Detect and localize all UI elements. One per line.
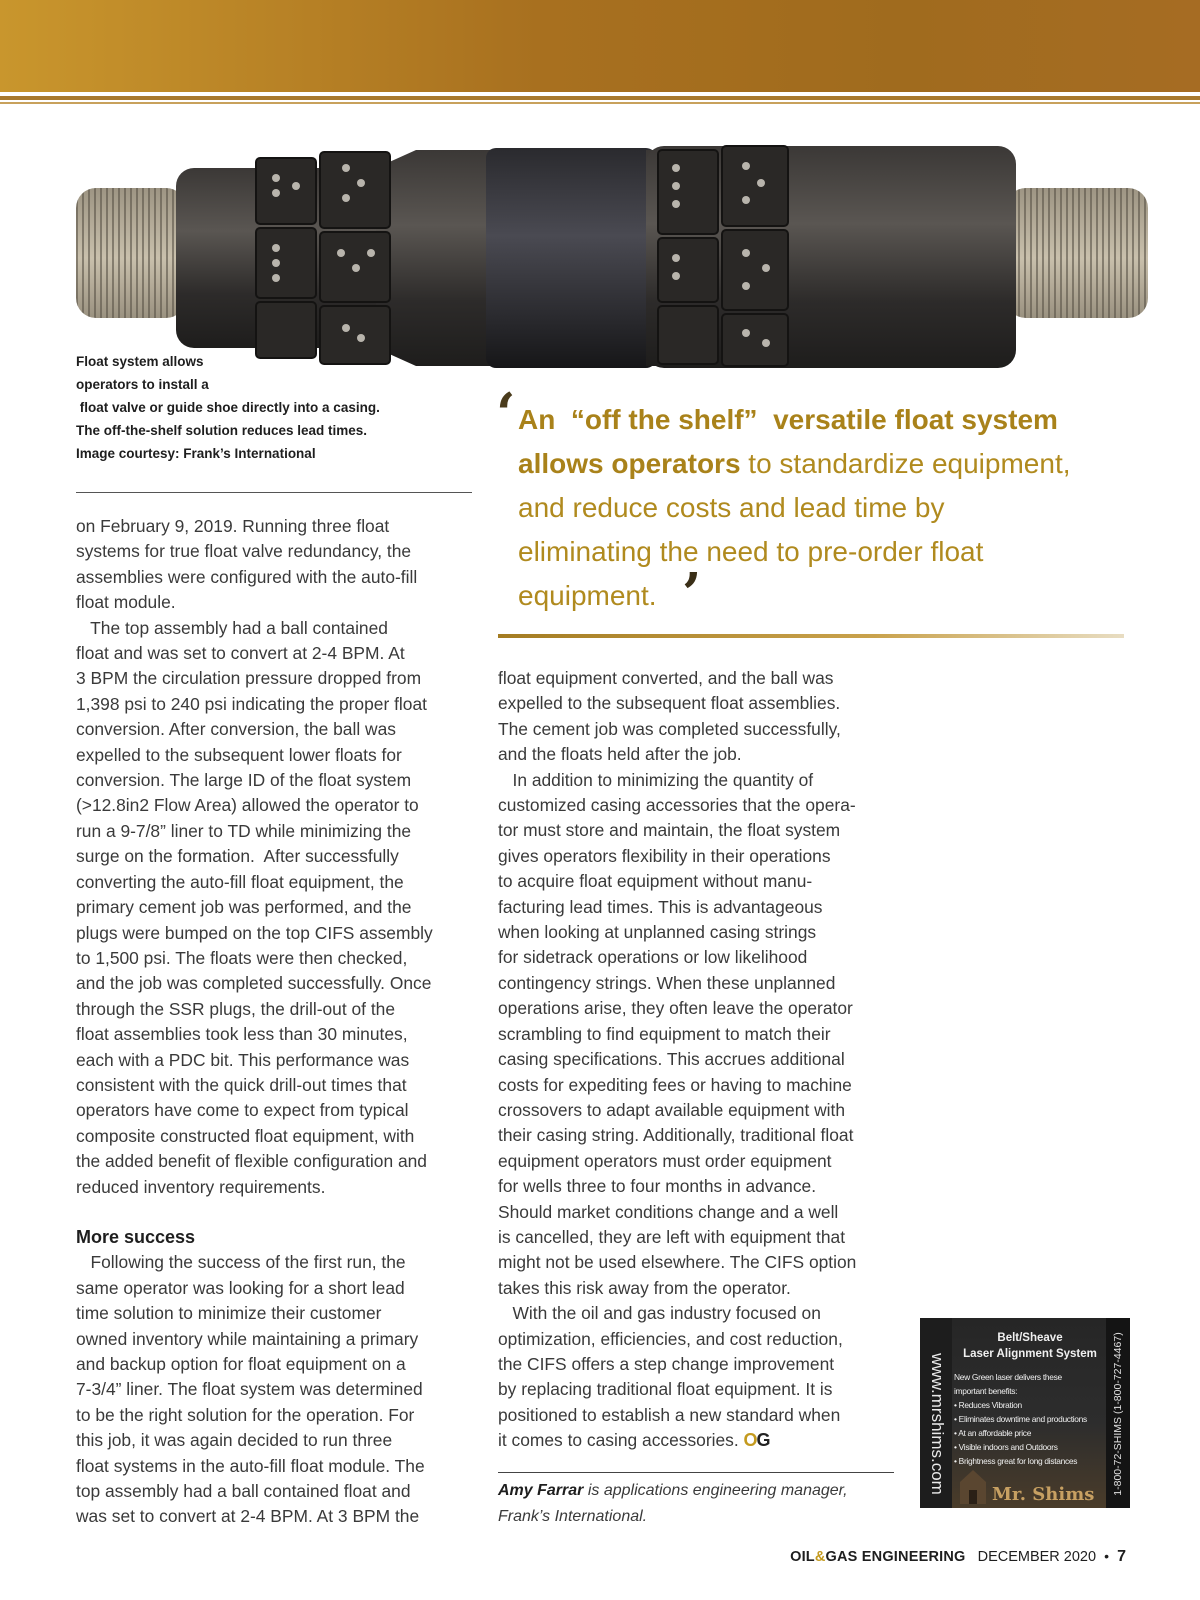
pull-quote-line: and reduce costs and lead time by <box>518 492 945 523</box>
caption-line: The off-the-shelf solution reduces lead times. <box>76 423 368 438</box>
text-line: to acquire float equipment without manu- <box>498 871 813 892</box>
text-line: float and was set to convert at 2-4 BPM. At <box>76 643 405 664</box>
paragraph <box>498 768 898 1302</box>
text-line: scrambling to find equipment to match their <box>498 1023 831 1044</box>
paragraph <box>498 1301 898 1453</box>
text-line: top assembly had a ball contained float and <box>76 1481 411 1502</box>
house-icon <box>958 1468 988 1504</box>
text-line: for sidetrack operations or low likelihood <box>498 947 808 968</box>
ad-phone[interactable]: 1-800-72-SHIMS (1-800-727-4467) <box>1112 1332 1124 1496</box>
text-line: to be the right solution for the operation. For <box>76 1404 415 1425</box>
ad-list-item: • At an affordable price <box>954 1428 1032 1438</box>
pull-quote-text: to standardize equipment, <box>740 448 1071 479</box>
caption-divider <box>76 492 472 493</box>
text-line: converting the auto-fill float equipment, the <box>76 871 404 892</box>
text-line: when looking at unplanned casing strings <box>498 922 817 943</box>
ad-benefits <box>954 1370 1110 1468</box>
text-line: and the job was completed successfully. Once <box>76 973 432 994</box>
author-bio <box>498 1478 898 1530</box>
text-line: operations arise, they often leave the operator <box>498 998 853 1019</box>
ad-list-item: important benefits: <box>954 1386 1018 1396</box>
header-rule-thin <box>0 102 1200 104</box>
text-line: facturing lead times. This is advantageous <box>498 896 823 917</box>
paragraph <box>498 666 898 768</box>
footer-bullet: • <box>1104 1548 1110 1564</box>
text-line: operators have come to expect from typical <box>76 1100 409 1121</box>
text-line: costs for expediting fees or having to machine <box>498 1074 852 1095</box>
text-line: Should market conditions change and a well <box>498 1201 839 1222</box>
text-line: float systems in the auto-fill float module. The <box>76 1455 425 1476</box>
text-line: plugs were bumped on the top CIFS assembly <box>76 922 433 943</box>
og-end-mark <box>744 1430 770 1450</box>
ad-list-item: • Eliminates downtime and productions <box>954 1414 1087 1424</box>
photo-caption <box>76 350 476 465</box>
text-line: to 1,500 psi. The floats were then checked, <box>76 947 408 968</box>
paragraph <box>76 616 476 1200</box>
text-line: positioned to establish a new standard when <box>498 1404 841 1425</box>
text-line: 3 BPM the circulation pressure dropped from <box>76 668 422 689</box>
issue-date: DECEMBER 2020 <box>977 1549 1097 1565</box>
text-line: expelled to the subsequent float assemblies. <box>498 693 841 714</box>
pull-quote-bold: allows operators <box>518 448 741 479</box>
ad-url-strip <box>920 1318 950 1508</box>
close-quote-mark: ’ <box>682 561 702 627</box>
pull-quote-rule <box>498 634 1124 638</box>
caption-line: float valve or guide shoe directly into a casing. <box>76 400 380 415</box>
text-line: With the oil and gas industry focused on <box>498 1303 821 1324</box>
ad-title-line: Laser Alignment System <box>963 1348 1097 1360</box>
magazine-name-b: GAS ENGINEERING <box>825 1549 966 1565</box>
page-number: 7 <box>1117 1548 1126 1565</box>
og-end-mark-g: G <box>756 1430 770 1451</box>
ad-title-line: Belt/Sheave <box>997 1332 1063 1344</box>
text-line: time solution to minimize their customer <box>76 1303 382 1324</box>
text-line: tor must store and maintain, the float system <box>498 820 841 841</box>
author-divider <box>498 1472 894 1473</box>
text-line: expelled to the subsequent lower floats for <box>76 744 402 765</box>
ad-title <box>952 1330 1108 1362</box>
text-line: owned inventory while maintaining a primary <box>76 1328 419 1349</box>
text-line: this job, it was again decided to run three <box>76 1430 393 1451</box>
pull-quote-bold: An “off the shelf” versatile float system <box>518 404 1058 435</box>
author-company: Frank’s International. <box>498 1508 648 1525</box>
text-line: is cancelled, they are left with equipment that <box>498 1226 846 1247</box>
pull-quote-line: equipment. <box>518 580 657 611</box>
text-span: it comes to casing accessories. <box>498 1430 744 1451</box>
open-quote-mark: ‘ <box>496 381 516 447</box>
ad-list-item: • Visible indoors and Outdoors <box>954 1442 1058 1452</box>
text-line: The cement job was completed successfully, <box>498 718 841 739</box>
text-line: and the floats held after the job. <box>498 744 742 765</box>
ad-url[interactable]: www.mrshims.com <box>928 1353 947 1495</box>
text-line: and backup option for float equipment on a <box>76 1354 406 1374</box>
text-line: on February 9, 2019. Running three float <box>76 516 390 536</box>
text-line: customized casing accessories that the opera- <box>498 795 856 816</box>
ad-brand: Mr. Shims <box>992 1484 1095 1505</box>
text-line <box>498 1428 898 1453</box>
text-line: run a 9-7/8” liner to TD while minimizing the <box>76 820 412 841</box>
text-line: (>12.8in2 Flow Area) allowed the operator to <box>76 795 419 816</box>
text-line: takes this risk away from the operator. <box>498 1277 791 1298</box>
text-line: The top assembly had a ball contained <box>76 617 388 638</box>
author-title: is applications engineering manager, <box>583 1482 848 1499</box>
header-rule <box>0 96 1200 100</box>
text-line: gives operators flexibility in their operations <box>498 845 831 866</box>
magazine-name-a: OIL <box>790 1549 815 1565</box>
text-line: float equipment converted, and the ball was <box>498 668 834 688</box>
header-band <box>0 0 1200 92</box>
text-line: primary cement job was performed, and the <box>76 897 412 918</box>
text-line: crossovers to adapt available equipment with <box>498 1099 846 1120</box>
article-column-2 <box>498 666 898 1454</box>
ad-list-item: • Reduces Vibration <box>954 1400 1022 1410</box>
text-line: surge on the formation. After successfully <box>76 846 399 867</box>
text-line: In addition to minimizing the quantity of <box>498 769 814 790</box>
text-line: contingency strings. When these unplanned <box>498 972 836 993</box>
text-line: was set to convert at 2-4 BPM. At 3 BPM the <box>76 1506 420 1527</box>
text-line: their casing string. Additionally, traditional float <box>498 1125 854 1146</box>
caption-line: Float system allows <box>76 354 204 369</box>
text-line: each with a PDC bit. This performance was <box>76 1049 410 1070</box>
text-line: equipment operators must order equipment <box>498 1150 832 1171</box>
text-line: conversion. After conversion, the ball was <box>76 719 396 740</box>
pull-quote <box>518 398 1128 618</box>
text-line: casing specifications. This accrues additional <box>498 1049 845 1070</box>
text-line: consistent with the quick drill-out times that <box>76 1074 407 1095</box>
text-line: 7-3/4” liner. The float system was determined <box>76 1379 423 1400</box>
ad-phone-strip <box>1106 1318 1130 1508</box>
article-column-1 <box>76 514 476 1530</box>
paragraph <box>76 1250 476 1529</box>
text-line: might not be used elsewhere. The CIFS option <box>498 1252 857 1273</box>
ad-list-item: • Brightness great for long distances <box>954 1456 1078 1466</box>
text-line: through the SSR plugs, the drill-out of the <box>76 998 396 1019</box>
text-line: composite constructed float equipment, with <box>76 1125 415 1146</box>
text-line: the added benefit of flexible configuration and <box>76 1151 427 1172</box>
mr-shims-ad[interactable] <box>920 1318 1130 1508</box>
og-end-mark-o: O <box>743 1430 757 1451</box>
ad-body <box>952 1318 1108 1508</box>
text-line: float assemblies took less than 30 minutes, <box>76 1024 408 1045</box>
pull-quote-line: eliminating the need to pre-order float <box>518 536 984 567</box>
text-line: conversion. The large ID of the float system <box>76 770 412 791</box>
text-line: Following the success of the first run, the <box>76 1252 406 1273</box>
page-footer <box>790 1548 1126 1566</box>
ad-list-item: New Green laser delivers these <box>954 1372 1062 1382</box>
text-line: the CIFS offers a step change improvement <box>498 1353 835 1374</box>
text-line: 1,398 psi to 240 psi indicating the proper float <box>76 693 427 714</box>
caption-line: Image courtesy: Frank’s International <box>76 446 316 461</box>
text-line: by replacing traditional float equipment. It is <box>498 1379 833 1400</box>
section-heading: More success <box>76 1226 196 1247</box>
float-system-photo <box>76 138 1148 378</box>
paragraph <box>76 514 476 616</box>
text-line: systems for true float valve redundancy, the <box>76 541 412 562</box>
magazine-name-amp: & <box>814 1549 826 1565</box>
text-line: same operator was looking for a short lead <box>76 1277 405 1298</box>
caption-line: operators to install a <box>76 377 209 392</box>
text-line: float module. <box>76 592 176 613</box>
text-line: optimization, efficiencies, and cost reduction, <box>498 1328 843 1349</box>
author-name: Amy Farrar <box>498 1482 584 1499</box>
text-line: assemblies were configured with the auto-fill <box>76 566 418 587</box>
text-line: reduced inventory requirements. <box>76 1176 326 1197</box>
text-line: for wells three to four months in advance. <box>498 1176 817 1197</box>
